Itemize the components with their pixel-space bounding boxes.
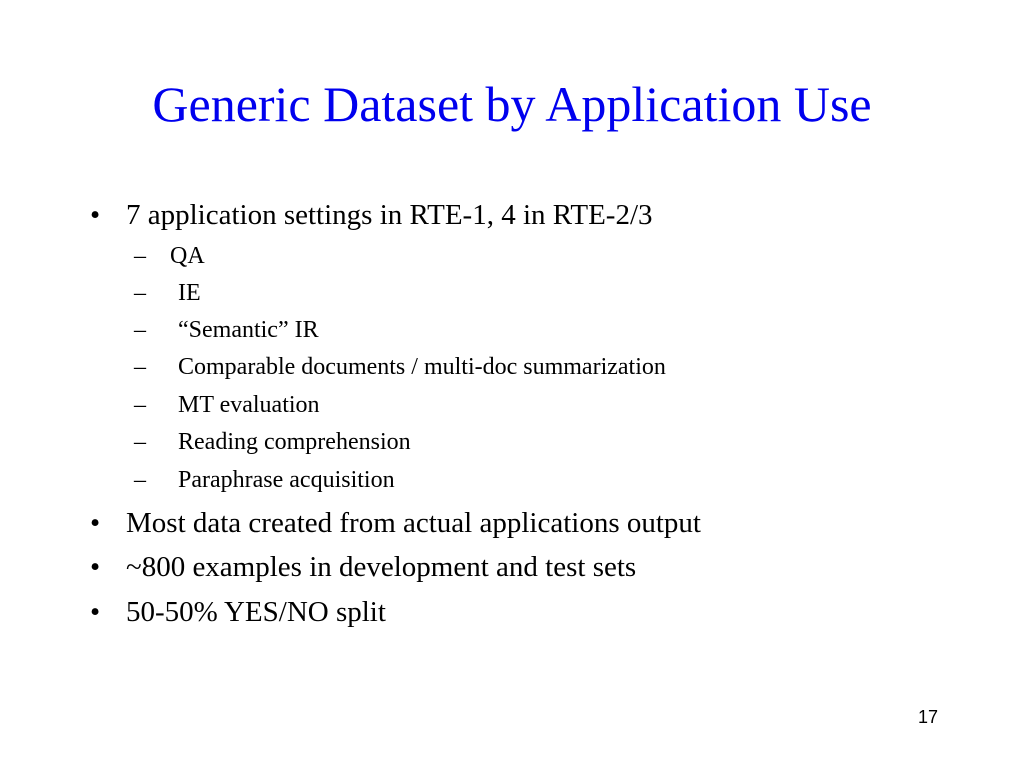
dash-icon: – [134,280,146,306]
slide-number: 17 [917,707,938,727]
sub-bullet-text: Reading comprehension [178,429,411,455]
bullet-text: ~800 examples in development and test sets [126,551,637,583]
dash-icon: – [134,354,146,380]
bullet-icon: • [90,596,101,628]
bullet-text: Most data created from actual applications output [126,507,701,539]
dash-icon: – [134,429,146,455]
dash-icon: – [134,467,146,493]
sub-bullet-text: IE [178,280,201,306]
bullet-text: 7 application settings in RTE-1, 4 in RTE-2/3 [126,199,653,231]
bullet-icon: • [90,199,101,231]
dash-icon: – [134,392,146,418]
sub-bullet-text: “Semantic” IR [178,317,319,343]
dash-icon: – [134,317,146,343]
dash-icon: – [134,243,146,269]
bullet-icon: • [90,551,101,583]
sub-bullet-text: QA [170,243,205,269]
sub-bullet-text: MT evaluation [178,392,320,418]
sub-bullet-text: Paraphrase acquisition [178,467,395,493]
slide-title: Generic Dataset by Application Use [152,76,872,132]
sub-bullet-text: Comparable documents / multi-doc summarization [178,354,666,380]
bullet-icon: • [90,507,101,539]
bullet-text: 50-50% YES/NO split [126,596,386,628]
